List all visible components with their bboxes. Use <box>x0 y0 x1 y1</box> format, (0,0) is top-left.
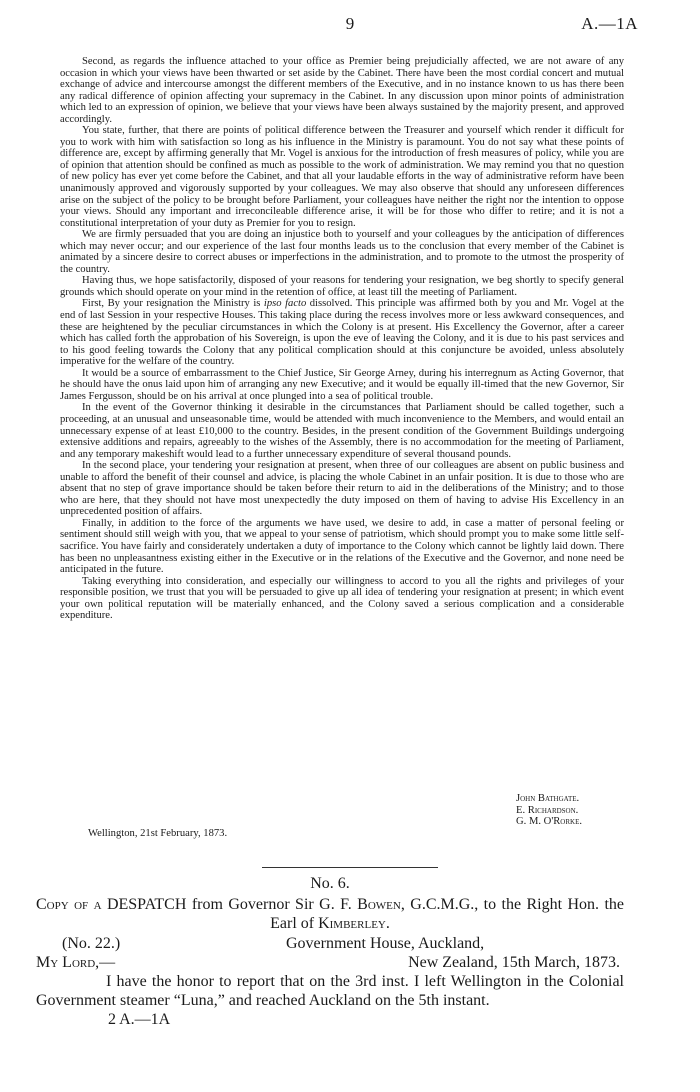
paragraph-first <box>60 298 624 367</box>
despatch-title <box>36 895 624 933</box>
paragraph-text: First, By your resignation the Ministry is <box>82 298 264 310</box>
despatch-section <box>36 874 624 1030</box>
paragraph: Finally, in addition to the force of the arguments we have used, we desire to add, in case a matter of personal feeling or sentiment should still weigh with you, that we appeal to your sense of patriotism, which should prompt you to make some little self-sacrifice. You have fairly and considerately undertaken a duty of importance to the Colony which cannot be lightly laid down. There has been no unpleasantness existing either in the Executive or in the relations of the Executive and the Governor, and none need be anticipated in the future. <box>60 517 624 576</box>
letter-body <box>60 56 624 622</box>
signatory: John Bathgate. <box>516 793 580 804</box>
despatch-intro: I have the honor to report that on the 3rd inst. I left Wellington in the Colonial Government steamer “Luna,” and reached Auckland on the 5th instant. <box>36 972 624 1010</box>
paragraph: Having thus, we hope satisfactorily, disposed of your reasons for tendering your resignation, we beg shortly to specify general grounds which should operate on your mind in the retention of office, at least till the meeting of Parliament. <box>60 275 624 298</box>
document-reference: A.—1A <box>581 14 638 33</box>
title-text: . <box>385 915 390 933</box>
latin-phrase: ipso facto <box>263 298 307 310</box>
paragraph-text: dissolved. This principle was affirmed both by you and Mr. Vogel at the end of last Session in your respective Houses. This taking place during the recess involves more or less awkward consequences, and these are heightened by the peculiar circumstances in which the Colony is at present. His Excellency the Governor, after a career which has called forth the approbation of his Sovereign, is upon the eve of leaving the Colony, and it is due to his past services and to his good feeling towards the Colony that any political complication should at this conjuncture be avoided, unless absolutely imperative for the welfare of the country. <box>60 298 624 368</box>
salutation-row <box>36 953 624 972</box>
despatch-number: No. 6. <box>310 875 350 892</box>
signatory-list <box>516 793 612 828</box>
paragraph: In the second place, your tendering your resignation at present, when three of our colleagues are absent on public business and unable to afford the benefit of their counsel and advice, is placing the whole Cabinet in an unfair position. It is due to those who are absent that no step of grave importance should be taken before their return to aid in the deliberations of the Ministry; and to those who are here, that they should not have most unexpectedly the duty imposed on them of having to advise His Excellency in an unprecedented position of affairs. <box>60 460 624 518</box>
address-line: New Zealand, 15th March, 1873. <box>408 953 620 971</box>
page-number: 9 <box>345 14 355 33</box>
recipient-surname: Kimberley <box>318 915 386 933</box>
title-word: DESPATCH <box>106 896 187 914</box>
signatory: E. Richardson. <box>516 804 579 816</box>
paragraph: In the event of the Governor thinking it desirable in the circumstances that Parliament should be called together, such a proceeding, at an unusual and unseasonable time, would be attended with much inconvenience to the Members, and would entail an unnecessary expense of at least £10,000 to the country. Besides, in the present condition of the Government Buildings undergoing extensive additions and repairs, agreeably to the wishes of the Assembly, there is no accommodation for the meeting of Parliament, and any temporary makeshift would lead to a further unnecessary expenditure of several thousand pounds. <box>60 402 624 460</box>
footer-reference: 2 A.—1A <box>108 1011 171 1029</box>
paragraph: Second, as regards the influence attached to your office as Premier being prejudicially affected, we are not aware of any occasion in which your views have been thwarted or set aside by the Cabinet. There have been the most cordial concert and mutual exchange of advice and intercourse amongst the different members of the Executive, and in no instance known to us has there been any radical difference of opinion affecting your supremacy in the Cabinet. In any discussion upon minor points of administration which led to an expression of opinion, we believe that your views have been always sustained by the majority present, and approved accordingly. <box>60 56 624 125</box>
paragraph: We are firmly persuaded that you are doing an injustice both to yourself and your colleagues by the anticipation of differences which may never occur; and our experience of the last four months leads us to the conclusion that every member of the Cabinet is animated by a sincere desire to correct abuses or imperfections in the administration, and to promote to the utmost the prosperity of the country. <box>60 229 624 275</box>
signatory: G. M. O'Rorke. <box>516 816 582 827</box>
governor-surname: Bowen <box>357 896 401 914</box>
section-divider <box>262 867 438 868</box>
address-row <box>36 934 624 953</box>
title-text: , G.C.M.G., to the Right Hon. the Earl of <box>270 896 625 933</box>
title-text: Copy of a <box>36 896 102 914</box>
paragraph: Taking everything into consideration, and especially our willingness to accord to you all the rights and privileges of your responsible position, we trust that you will be persuaded to give up all idea of tendering your resignation at present; in which event your own political reputation will be materially enhanced, and the Colony saved a serious complication and a considerable expenditure. <box>60 575 624 622</box>
despatch-ref-no: (No. 22.) <box>62 934 121 952</box>
paragraph: It would be a source of embarrassment to the Chief Justice, Sir George Arney, during his interregnum as Acting Governor, that he should have the onus laid upon him of arranging any new Executive; and it would be equally ill-timed that the new Governor, Sir James Fergusson, should be on his arrival at once plunged into a sea of political trouble. <box>60 367 624 402</box>
salutation: My Lord,— <box>36 953 116 971</box>
signature-block <box>60 793 624 853</box>
address-line: Government House, Auckland, <box>286 934 485 952</box>
title-text: from Governor Sir G. F. <box>191 896 352 914</box>
dateline: Wellington, 21st February, 1873. <box>88 828 228 839</box>
paragraph: You state, further, that there are points of political difference between the Treasurer and yourself which render it difficult for you to work with him with satisfaction so long as his influence in the Ministry is paramount. You do not say what these points of difference are, except by affirming generally that Mr. Vogel is anxious for the introduction of fresh measures of policy, while you are of opinion that attention should be confined as much as possible to the work of administration. We may remind you that no question of new policy has ever yet come before the Cabinet, and that all your laudable efforts in the way of administrative reform have been unanimously approved and vigorously supported by your colleagues. We may also observe that should any unforeseen differences arise on the subject of the policy to be brought before Parliament, your colleagues have neither the right nor the intention to oppose your views. Should any important and irreconcileable difference arise, it will be for those who differ to retire; and it is not a constitutional interpretation of your duty as Premier for you to resign. <box>60 125 624 229</box>
